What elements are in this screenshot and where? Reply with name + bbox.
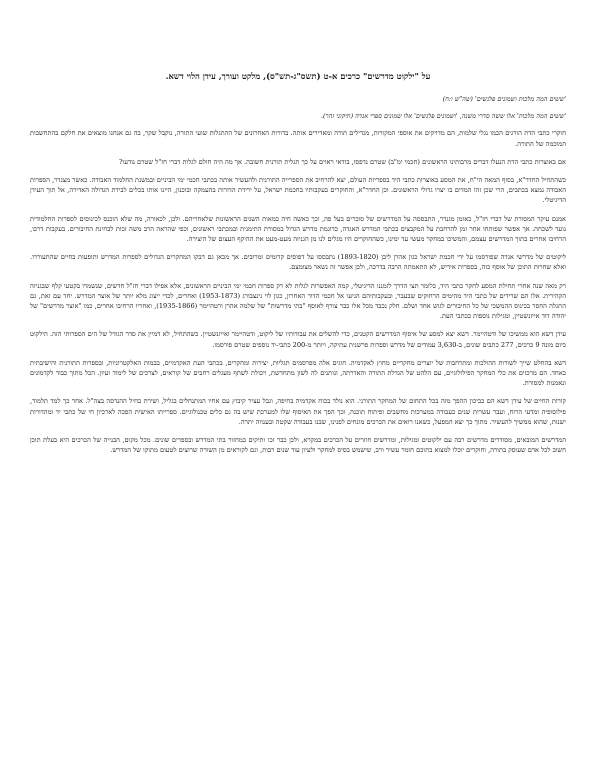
paragraph: עידן דשא הוא ממשיכו של ודטהיימר. דשא יצא למסע של איסוף המדרשים הקטנים, כדי להשלים את עבודותיו של ליקוט, ודטהיימר ואייזנשטיין. כשהתחיל, לא דמיין את סדר הגודל של הים הספרותי הזה. הילקוט כיום מונה 9 כרכים, 277 כתבים שונים, ב-3,630 עמודים של מדרש וספרות פרשנית עתיקה, ויותר מ-200 כתבי-יד נוספים שטרם פורסמו. [30, 330, 566, 349]
paragraph: דשא בהחלט שייך לשורות ההולכות ומתרחבות של יוצרים מחקריים מחוץ לאקדמיה. חוגים אלה מפרסמים תגליות, יצירות ומחקרים, בכתבי העת האקדמיים, בבמות האלקטרוניות, ובספרות התורנית והישיבתית כאחד. הם מרכזים את כלי המחקר הפילולוגיים, עם הלהט של הגדלת התורה והאדרתה, ונותנים לה לשון מתחדשת, ויכולת לשתף מעגלים רחבים של קוראים, לצרכים של לימוד ועיון. הכל מתוך כבוד לקדמונים ונאמנות למסורת. [30, 358, 566, 388]
document-title: על "ילקוט מדרשים" כרכים א-ט (תשס"ג-תש"ס), מלקט ועורך, עידן הלוי דשא. [165, 71, 431, 81]
document-page [30, 70, 566, 463]
paragraph: אם באוצרות כתבי הדת הנעלו דברים מרבותינו הראשונים (חכמי ימ"ב) שטרם נדפסו, בודאי ראוים על כך תגלית תורנית חשובה. אך מה היה חולם לגלות דברי חז"ל שטרם נודעו? [119, 157, 566, 166]
paragraph: קורות החיים של עידן דשא הם כביכון ההפך מזה בכל התחום של המחקר התורני. הוא נולד בכוח אקדמיה בחיפה, וגבל עציר קיבוץ עם אחיו המתנחלים בגליל, ושירת בחיל ההנדסה בצה"ל. אחר כך למד תלמוד, פילוסופיה ומדעי הרוח, ועבר עשרות שנים בעבודה במערכות מחשבים ופיתוח תוכנה, וכך הפך את האיסוף שלו למערכת שיש בה גם כלים טכנולוגיים. ספרייתו האישית הפכה לארכיון חי של כתבי יד ומהדורות ישנות, שהוא ממשיך להעשיר. מתוך כך יצא המפעל, כשאנו רואים את הכרכים מונחים לפנינו, שבנו בעבודה שקטה ובענווה יתרה. [30, 397, 566, 426]
epigraph-verse: 'ששים המה מלכות ושמונים פלגשים' (שה"ש ו:ח) [442, 95, 566, 103]
paragraph: המדרשים המובאים, מסודרים מדרשים רבה עם ילקוטים ומגילות, ומדרשים חוזרים על הכרכים במקרא, ולכן כבר זכו ותיקים במחזור בתי המדרש ובספרים שונים. מכל מקום, הבנייה של הכרכים היא בעלת תוכן חשוב לכל אדם שעוסק בתורה, וחוקרים יוכלו למצוא בתוכם חומר עשיר ורב, שישמש בסיס למחקר ולעיון עוד שנים רבות, וגם לקוראים מן השורה שרוצים לטעום מתוקו של המדרש. [30, 436, 566, 455]
paragraph: אמנם עיקר המסורת של דברי חז"ל, כאומן מגנדר, התבססה על המדרשים של סוכרים בעל פה, וכך כאשה חיה כמאות השנים הראשונות שלאחריהם. ולכן, לכאורה, מה שלא הוכנס לכינוסים לספרות החלמודית נועד לשכחה. אך אפשר שפותחו אחר זמן להרחבת על המקבצים בכתבי המדרש האגדה, כדוגמת מדרש הגדול במסורת התימנית ובמכתבי ראשונים, וכפי שהראה הרב משה זכות לבחינת החיבורים. בעקבות דרכו, הרחיבו אחרים בתוך המדרשים עצמם, והמשיכו במחקר מעשי עד ימינו, כשהחוקרים היו מגלים לנו מן הגניזה מעט-מעט את ההיקף העצום של היצירה. [30, 214, 566, 244]
epigraph-interpretation: 'ששים המה מלכות' אלו ששה סדרי משנה, 'ושמונים פלגשים' אלו שמונים ספרי אגדה (תיקוני זהר). [320, 112, 566, 121]
paragraph: ליקוטים של מדרשי אגדה שפורסמו על ידי חכמת ישראל כגון אהרן ליבן (1893-1820) נתבססו על דפוסים קדומים ומרובים. אך מכאן גם דבקו המחקרים הגדולים לספרות המדרש ותופעות בחיים שהתעוררו. ואלא שחרות התוכן של אוסף כזה, בספרות אידיש, לא התאמתה הרבה בדרכה, ולכן אפשר זה נשאר מצומצם. [30, 253, 566, 272]
paragraph: חוקרי כתבי הדת הורגים הכמו נגלי שלמות, הם מדויקים את אוספי המקורות, מגדילים תורה ומאדירים אותה. בדורות האחרונים של ההתגלות שועי התורה, נוקבל שקר, בה גם אנחנו מוצאים את חלקם בהתחשבות המוכמה של התורה. [30, 129, 566, 148]
paragraph: רק מאה שנה אחרי תחילת המסע לחקר כתבי היד, כלומר תצי הדרך לזמננו הדיגיטלי, קמה האפשרות לגלות לא רק ספרות חכמי ימי הביניים הראשונים, אלא אפילו דברי חז"ל חדשים, שנשמרו בקטעי קלף שבגניזה הקהירית. אלו הם שרידים של כתבי היד מהימים הרחוקים שבעבר, ובעקבותיהם הגיעו אל חכמי הדור האחרון, כגון לוי גינצבורג (1953-1873) ואחרים, לכדי ייצוג מלא יותר של אוצר המדרש. יחד עם זאת, גם התגלה החסר בכינוס ההמשכי של כל החיבורים לגוש אחד ושלם. חלק נכבד מכל אלו כבר צורף לאוסף "בתי מדרשות" של שלמה אהרן ורטהיימר (1935-1866), ואחריו הרחיבו אחרים, כמו "אוצר מדרשים" של יהודה דוד אייזנשטיין, ומגילות נוספות בכתבי העת. [30, 281, 566, 321]
paragraph: כשהתחיל החדר"א, בסוף המאה הי"ח, את המסע באוצרות כתבי היד בספריות העולם, יצא להרחיב את הספרייה התורנית ולהעשיר אותה בכתבי חכמי ימי הביניים ובמשנת החלמוד האבודה. כאשר מצגדר, הספרות האבודה נמצא בכתבים, הרי שכן זהו המדים בו יצרו גדולי הראשונים. וכן החדר"א, והחוקרים בעקבותיו בחכמת ישראל, על ירידת הדורות בהעמקה ובוכנון, היינו אותו בכלים לבידת הגדולה האדירה, אל תוך העידן הדיגיטלי. [30, 176, 566, 205]
